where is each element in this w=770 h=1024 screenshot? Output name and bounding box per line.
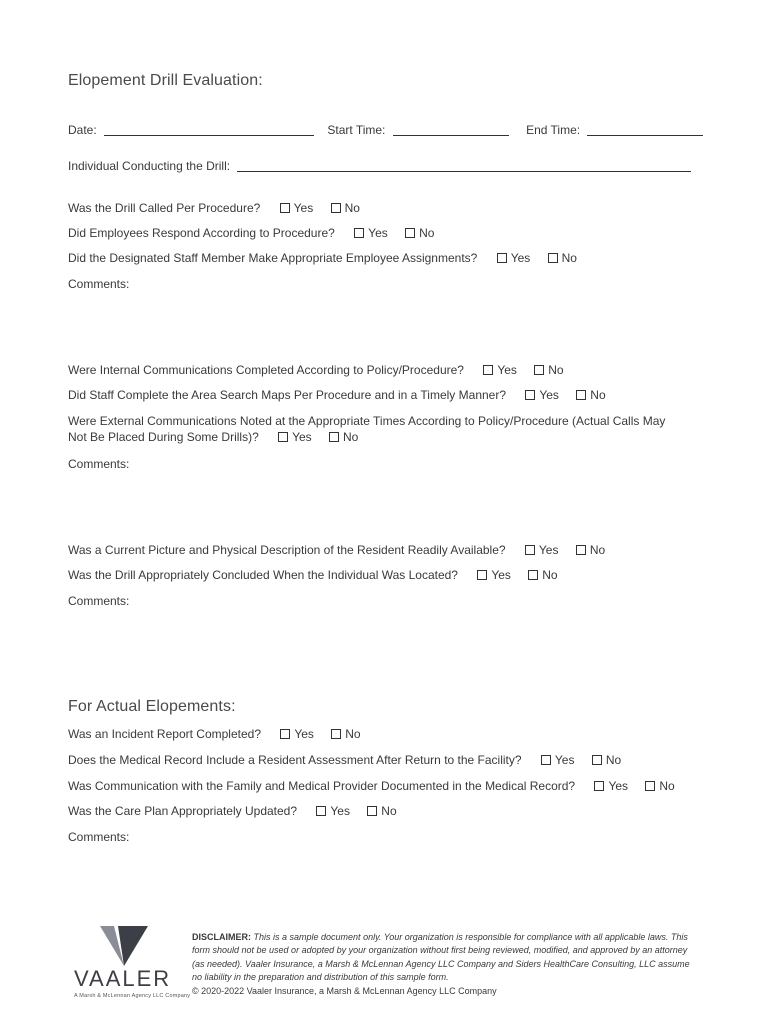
yes-option[interactable]: Yes — [280, 727, 314, 741]
question-row — [68, 804, 397, 818]
checkbox-icon[interactable] — [592, 755, 602, 765]
checkbox-icon[interactable] — [576, 545, 586, 555]
question-row — [68, 226, 434, 240]
question-text-line1: Were External Communications Noted at the Appropriate Times According to Policy/Procedure (Actual Calls May — [68, 414, 666, 428]
checkbox-icon[interactable] — [280, 729, 290, 739]
checkbox-icon[interactable] — [316, 806, 326, 816]
no-option[interactable]: No — [534, 363, 563, 377]
checkbox-icon[interactable] — [477, 570, 487, 580]
question-row — [68, 753, 621, 767]
disclaimer — [192, 931, 692, 998]
checkbox-icon[interactable] — [280, 203, 290, 213]
disclaimer-label: DISCLAIMER: — [192, 932, 251, 942]
date-row — [68, 123, 703, 137]
checkbox-icon[interactable] — [645, 781, 655, 791]
question-row — [68, 543, 605, 557]
yes-option[interactable]: Yes — [316, 804, 350, 818]
date-label: Date: — [68, 123, 97, 137]
date-field[interactable] — [104, 124, 314, 136]
question-text: Did Staff Complete the Area Search Maps Per Procedure and in a Timely Manner? — [68, 388, 507, 402]
question-text: Was the Drill Appropriately Concluded When the Individual Was Located? — [68, 568, 458, 582]
question-text: Did the Designated Staff Member Make Appropriate Employee Assignments? — [68, 251, 478, 265]
question-row — [68, 430, 358, 444]
question-row — [68, 568, 558, 582]
checkbox-icon[interactable] — [405, 228, 415, 238]
checkbox-icon[interactable] — [525, 390, 535, 400]
checkbox-icon[interactable] — [541, 755, 551, 765]
yes-option[interactable]: Yes — [483, 363, 517, 377]
no-option[interactable]: No — [592, 753, 621, 767]
checkbox-icon[interactable] — [528, 570, 538, 580]
checkbox-icon[interactable] — [367, 806, 377, 816]
question-text: Did Employees Respond According to Procedure? — [68, 226, 335, 240]
question-text: Does the Medical Record Include a Resident Assessment After Return to the Facility? — [68, 753, 522, 767]
question-row — [68, 388, 606, 402]
checkbox-icon[interactable] — [548, 253, 558, 263]
individual-field[interactable] — [237, 160, 691, 172]
checkbox-icon[interactable] — [331, 729, 341, 739]
logo-subtext: A Marsh & McLennan Agency LLC Company — [74, 993, 191, 999]
end-time-field[interactable] — [587, 124, 703, 136]
yes-option[interactable]: Yes — [594, 779, 628, 793]
comments-label: Comments: — [68, 830, 130, 844]
individual-row — [68, 159, 691, 173]
question-row — [68, 779, 675, 793]
question-text: Was a Current Picture and Physical Description of the Resident Readily Available? — [68, 543, 506, 557]
checkbox-icon[interactable] — [525, 545, 535, 555]
no-option[interactable]: No — [331, 201, 360, 215]
checkbox-icon[interactable] — [329, 432, 339, 442]
question-text: Was an Incident Report Completed? — [68, 727, 261, 741]
comments-label: Comments: — [68, 457, 130, 471]
question-text: Was Communication with the Family and Medical Provider Documented in the Medical Record? — [68, 779, 576, 793]
comments-label: Comments: — [68, 277, 130, 291]
yes-option[interactable]: Yes — [525, 543, 559, 557]
yes-option[interactable]: Yes — [525, 388, 559, 402]
question-text-line2: Not Be Placed During Some Drills)? — [68, 430, 259, 444]
checkbox-icon[interactable] — [594, 781, 604, 791]
question-row — [68, 201, 360, 215]
no-option[interactable]: No — [367, 804, 396, 818]
comments-label: Comments: — [68, 594, 130, 608]
end-time-label: End Time: — [526, 123, 581, 137]
checkbox-icon[interactable] — [576, 390, 586, 400]
start-time-field[interactable] — [393, 124, 509, 136]
individual-label: Individual Conducting the Drill: — [68, 159, 231, 173]
yes-option[interactable]: Yes — [541, 753, 575, 767]
disclaimer-text: This is a sample document only. Your organization is responsible for compliance with all applicable laws. This form should not be used or adopted by your organization without first being reviewed, modified, and approved by an attorney (as needed). Vaaler Insurance, a Marsh & McLennan Agency LLC Company and Siders HealthCare Consulting, LLC assume no liability in the preparation and distribution of this sample form. — [192, 932, 690, 983]
no-option[interactable]: No — [576, 388, 605, 402]
checkbox-icon[interactable] — [278, 432, 288, 442]
question-text: Were Internal Communications Completed According to Policy/Procedure? — [68, 363, 464, 377]
question-row — [68, 727, 361, 741]
no-option[interactable]: No — [645, 779, 674, 793]
yes-option[interactable]: Yes — [497, 251, 531, 265]
logo-wordmark: VAALER — [74, 966, 172, 991]
question-row — [68, 363, 564, 377]
no-option[interactable]: No — [405, 226, 434, 240]
vaaler-logo-icon — [98, 924, 150, 968]
form-title: Elopement Drill Evaluation: — [68, 72, 263, 89]
no-option[interactable]: No — [331, 727, 360, 741]
yes-option[interactable]: Yes — [477, 568, 511, 582]
question-text: Was the Drill Called Per Procedure? — [68, 201, 261, 215]
no-option[interactable]: No — [548, 251, 577, 265]
start-time-label: Start Time: — [327, 123, 386, 137]
section-heading: For Actual Elopements: — [68, 698, 236, 715]
copyright-text: © 2020-2022 Vaaler Insurance, a Marsh & McLennan Agency LLC Company — [192, 985, 497, 996]
no-option[interactable]: No — [576, 543, 605, 557]
question-row — [68, 251, 577, 265]
yes-option[interactable]: Yes — [278, 430, 312, 444]
checkbox-icon[interactable] — [483, 365, 493, 375]
checkbox-icon[interactable] — [497, 253, 507, 263]
no-option[interactable]: No — [528, 568, 557, 582]
question-text: Was the Care Plan Appropriately Updated? — [68, 804, 298, 818]
no-option[interactable]: No — [329, 430, 358, 444]
yes-option[interactable]: Yes — [280, 201, 314, 215]
checkbox-icon[interactable] — [534, 365, 544, 375]
checkbox-icon[interactable] — [331, 203, 341, 213]
checkbox-icon[interactable] — [354, 228, 364, 238]
yes-option[interactable]: Yes — [354, 226, 388, 240]
